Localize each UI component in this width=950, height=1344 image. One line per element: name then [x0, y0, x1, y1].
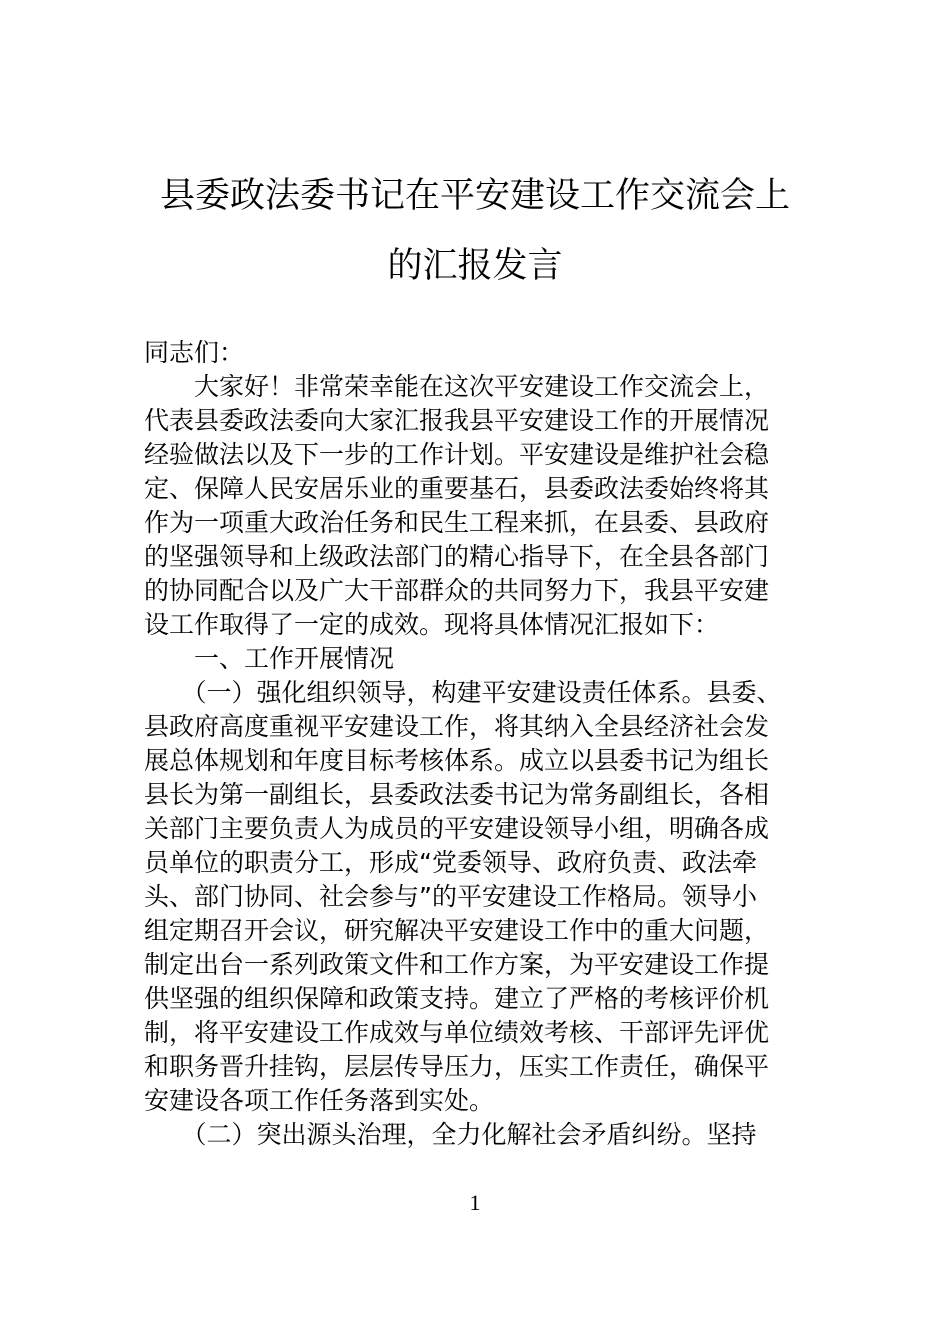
body-line: 安建设各项工作任务落到实处。 — [144, 1086, 495, 1115]
page-number: 1 — [469, 1190, 481, 1215]
body-line: 的协同配合以及广大干部群众的共同努力下，我县平安建 — [144, 576, 770, 605]
body-line: 和职务晋升挂钩，层层传导压力，压实工作责任，确保平 — [144, 1052, 770, 1081]
body-line: 作为一项重大政治任务和民生工程来抓，在县委、县政府 — [144, 508, 770, 537]
body-line: 制，将平安建设工作成效与单位绩效考核、干部评先评优 — [144, 1018, 770, 1047]
section-heading: 一、工作开展情况 — [144, 644, 395, 673]
document-title-line-2: 的汇报发言 — [387, 246, 563, 286]
body-line: 经验做法以及下一步的工作计划。平安建设是维护社会稳 — [144, 440, 770, 469]
body-line: 展总体规划和年度目标考核体系。成立以县委书记为组长 — [144, 746, 770, 775]
body-line: 关部门主要负责人为成员的平安建设领导小组，明确各成 — [144, 814, 770, 843]
subsection-heading-line: （二）突出源头治理，全力化解社会矛盾纠纷。坚持 — [144, 1120, 757, 1149]
body-line: 设工作取得了一定的成效。现将具体情况汇报如下： — [144, 610, 720, 639]
body-line: 县政府高度重视平安建设工作，将其纳入全县经济社会发 — [144, 712, 770, 741]
body-line: 县长为第一副组长，县委政法委书记为常务副组长，各相 — [144, 780, 770, 809]
body-line: 制定出台一系列政策文件和工作方案，为平安建设工作提 — [144, 950, 770, 979]
document-title-line-1: 县委政法委书记在平安建设工作交流会上 — [159, 176, 790, 216]
body-line: 定、保障人民安居乐业的重要基石，县委政法委始终将其 — [144, 474, 770, 503]
body-line: 大家好！非常荣幸能在这次平安建设工作交流会上， — [144, 372, 770, 401]
body-line: 组定期召开会议，研究解决平安建设工作中的重大问题， — [144, 916, 770, 945]
body-line: 代表县委政法委向大家汇报我县平安建设工作的开展情况 — [144, 406, 770, 435]
body-line: 供坚强的组织保障和政策支持。建立了严格的考核评价机 — [144, 984, 770, 1013]
body-line: 的坚强领导和上级政法部门的精心指导下，在全县各部门 — [144, 542, 770, 571]
subsection-heading-line: （一）强化组织领导，构建平安建设责任体系。县委、 — [144, 678, 782, 707]
body-line: 员单位的职责分工，形成“党委领导、政府负责、政法牵 — [144, 848, 757, 877]
body-line: 头、部门协同、社会参与”的平安建设工作格局。领导小 — [144, 882, 757, 911]
salutation-line: 同志们： — [144, 338, 245, 367]
